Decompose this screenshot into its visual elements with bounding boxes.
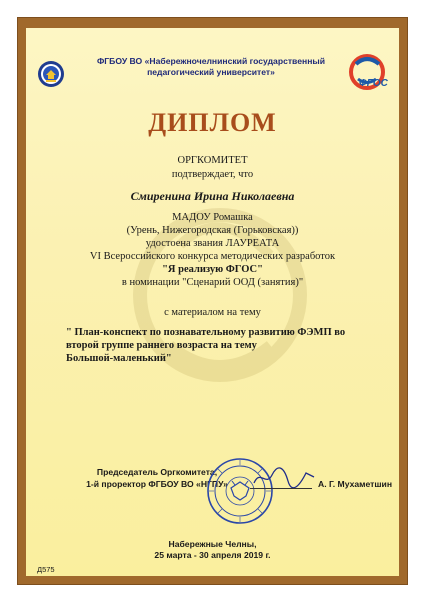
topic-line-1: " План-конспект по познавательному развитию ФЭМП во <box>66 327 346 338</box>
award-line: удостоена звания ЛАУРЕАТА <box>145 238 280 249</box>
contest-name-line: "Я реализую ФГОС" <box>162 264 263 275</box>
city-line: Набережные Челны, <box>168 539 257 549</box>
topic-line-2: второй группе раннего возраста на тему <box>66 340 257 351</box>
topic-block <box>66 326 356 365</box>
contest-line: VI Всероссийского конкурса методических разработок <box>89 251 336 262</box>
place-and-date <box>26 539 399 561</box>
signature-line <box>250 488 312 489</box>
university-logo-icon <box>37 60 65 88</box>
signatory-name: А. Г. Мухаметшин <box>318 479 393 489</box>
diploma-title: ДИПЛОМ <box>148 108 277 137</box>
dates-line: 25 марта - 30 апреля 2019 г. <box>154 550 271 560</box>
institution-line: МАДОУ Ромашка <box>172 212 253 223</box>
topic-line-3: Большой-маленький" <box>66 353 172 364</box>
organization-line-1: ФГБОУ ВО «Набережночелнинский государственный <box>96 56 326 66</box>
organization-header <box>76 56 346 78</box>
confirms-line: подтверждает, что <box>171 169 254 180</box>
recipient-name: Смиренина Ирина Николаевна <box>130 189 295 203</box>
signatory-role-line-1: Председатель Оргкомитета, <box>96 467 218 477</box>
location-line: (Урень, Нижегородская (Горьковская)) <box>126 225 299 236</box>
fgos-logo-icon <box>346 52 388 98</box>
signatory-role-line-2: 1-й проректор ФГБОУ ВО «НГПУ» <box>86 479 228 489</box>
committee-line: ОРГКОМИТЕТ <box>177 155 248 166</box>
organization-line-2: педагогический университет» <box>147 67 275 77</box>
document-code: Д575 <box>37 565 55 574</box>
nomination-line: в номинации "Сценарий ООД (занятия)" <box>121 277 304 288</box>
material-intro-line: с материалом на тему <box>164 307 261 318</box>
handwritten-signature-icon <box>250 463 320 491</box>
fgos-logo-text: ФГОС <box>359 78 388 89</box>
